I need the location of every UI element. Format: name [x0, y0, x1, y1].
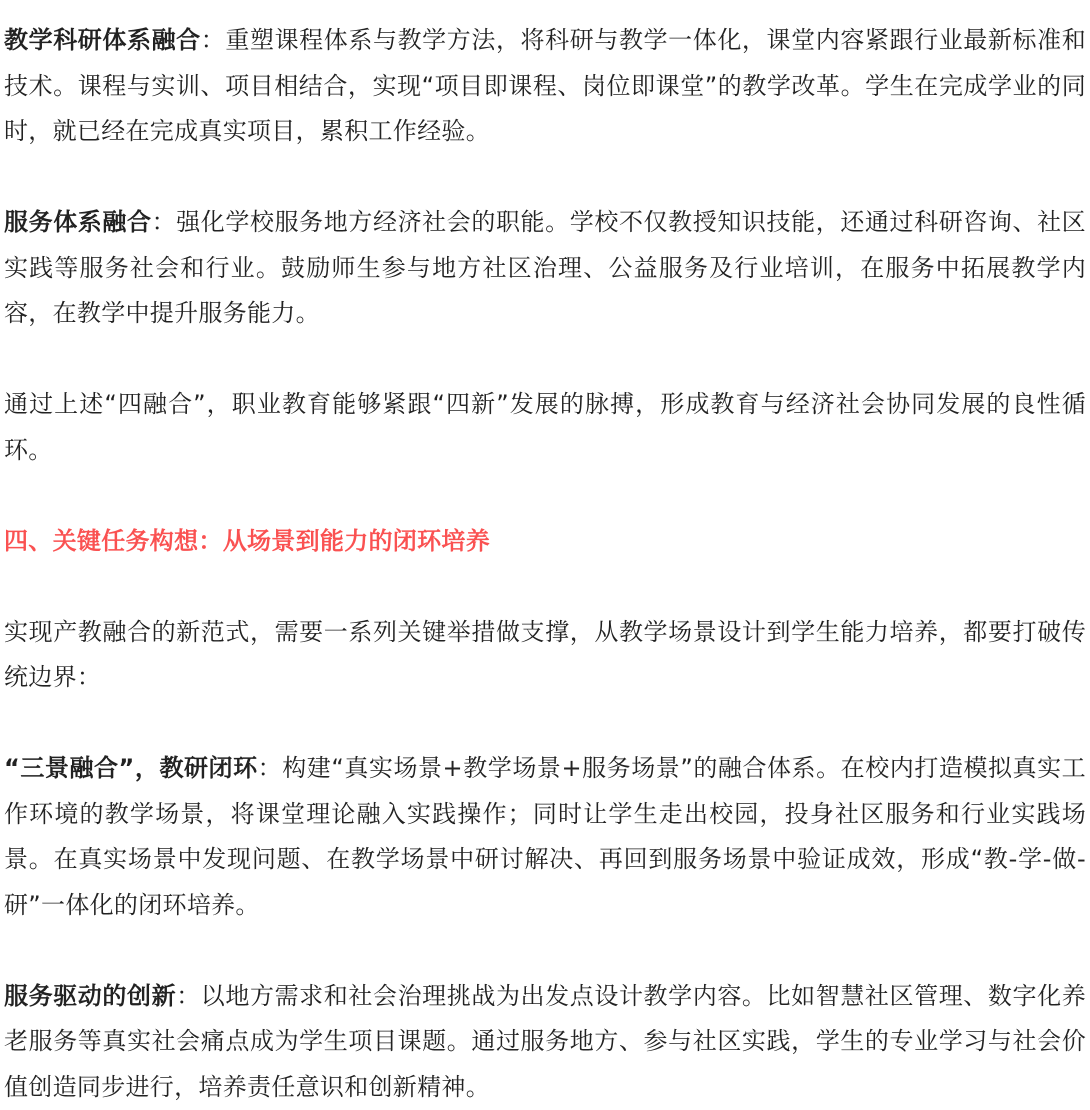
paragraph-lead: 服务体系融合 [4, 208, 152, 236]
lead-separator: ： [258, 754, 283, 782]
paragraph-new-paradigm [4, 610, 1086, 701]
paragraph-service-driven-innovation [4, 974, 1086, 1110]
paragraph-text: 构建“真实场景+教学场景+服务场景”的融合体系。在校内打造模拟真实工作环境的教学场景，将课堂理论融入实践操作；同时让学生走出校园，投身社区服务和行业实践场景。在真实场景中发现问题、在教学场景中研讨解决、再回到服务场景中验证成效，形成“教-学-做-研”一体化的闭环培养。 [4, 754, 1086, 919]
section-heading: 四、关键任务构想：从场景到能力的闭环培养 [4, 519, 1086, 565]
paragraph-lead: 服务驱动的创新 [4, 982, 176, 1010]
paragraph-text: 以地方需求和社会治理挑战为出发点设计教学内容。比如智慧社区管理、数字化养老服务等真实社会痛点成为学生项目课题。通过服务地方、参与社区实践，学生的专业学习与社会价值创造同步进行，培养责任意识和创新精神。 [4, 982, 1086, 1101]
paragraph-lead: “三景融合”，教研闭环 [4, 754, 258, 782]
paragraph-four-integrations-summary [4, 382, 1086, 473]
paragraph-text: 通过上述“四融合”，职业教育能够紧跟“四新”发展的脉搏，形成教育与经济社会协同发展的良性循环。 [4, 390, 1086, 464]
paragraph-service-system [4, 200, 1086, 337]
lead-separator: ： [201, 26, 226, 54]
lead-separator: ： [152, 208, 177, 236]
paragraph-text: 重塑课程体系与教学方法，将科研与教学一体化，课堂内容紧跟行业最新标准和技术。课程与实训、项目相结合，实现“项目即课程、岗位即课堂”的教学改革。学生在完成学业的同时，就已经在完成真实项目，累积工作经验。 [4, 26, 1086, 145]
lead-separator: ： [176, 982, 201, 1010]
paragraph-text: 强化学校服务地方经济社会的职能。学校不仅教授知识技能，还通过科研咨询、社区实践等服务社会和行业。鼓励师生参与地方社区治理、公益服务及行业培训，在服务中拓展教学内容，在教学中提升服务能力。 [4, 208, 1086, 327]
paragraph-text: 实现产教融合的新范式，需要一系列关键举措做支撑，从教学场景设计到学生能力培养，都要打破传统边界： [4, 618, 1086, 692]
paragraph-three-scenes [4, 746, 1086, 928]
paragraph-lead: 教学科研体系融合 [4, 26, 201, 54]
paragraph-teaching-research [4, 18, 1086, 155]
